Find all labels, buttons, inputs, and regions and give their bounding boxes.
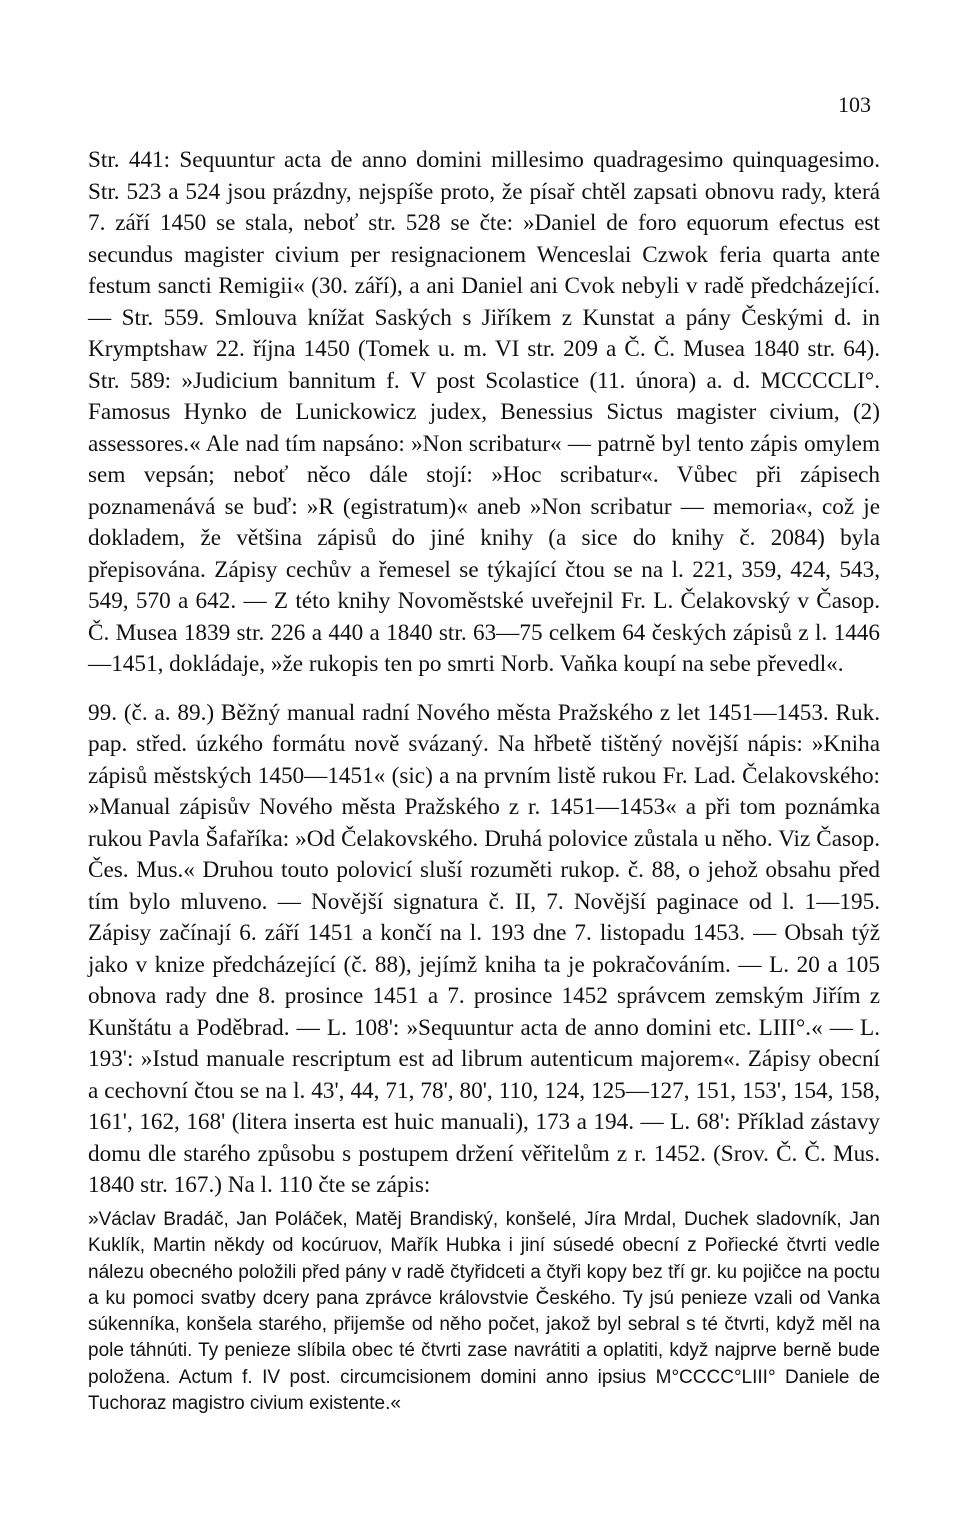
main-text [88, 145, 880, 1202]
paragraph-entry-99: 99. (č. a. 89.) Běžný manual radní Nového města Pražského z let 1451—1453. Ruk. pap. střed. úzkého formátu nově svázaný. Na hřbetě tištěný novější nápis: »Kniha zápisů městských 1450—1451« (sic) a na prvním listě rukou Fr. Lad. Čelakovského: »Manual zápisův Nového města Pražského z r. 1451—1453« a při tom poznámka rukou Pavla Šafaříka: »Od Čelakovského. Druhá polovice zůstala u něho. Viz Časop. Čes. Mus.« Druhou touto polovicí sluší rozuměti rukop. č. 88, o jehož obsahu před tím bylo mluveno. — Novější signatura č. II, 7. Novější paginace od l. 1—195. Zápisy začínají 6. září 1451 a končí na l. 193 dne 7. listopadu 1453. — Obsah týž jako v knize předcházející (č. 88), jejímž kniha ta je pokračováním. — L. 20 a 105 obnova rady dne 8. prosince 1451 a 7. prosince 1452 správcem zemským Jiřím z Kunštátu a Poděbrad. — L. 108': »Sequuntur acta de anno domini etc. LIII°.« — L. 193': »Istud manuale rescriptum est ad librum autenticum majorem«. Zápisy obecní a cechovní čtou se na l. 43', 44, 71, 78', 80', 110, 124, 125—127, 151, 153', 154, 158, 161', 162, 168' (litera inserta est huic manuali), 173 a 194. — L. 68': Příklad zástavy domu dle starého způsobu s postupem držení věřitelům z r. 1452. (Srov. Č. Č. Mus. 1840 str. 167.) Na l. 110 čte se zápis: [88, 699, 880, 1198]
quote-text: »Václav Bradáč, Jan Poláček, Matěj Brandiský, konšelé, Jíra Mrdal, Duchek sladovník, Jan Kuklík, Martin někdy od kocúruov, Mařík Hubka i jiní súsedé obecní z Pořiecké čtvrti vedle nálezu obecného položili před pány v radě čtyřidceti a čtyři kopy bez tří gr. ku pojičce na poctu a ku pomoci svatby dcery pana zprávce královstvie Českého. Ty jsú penieze vzali od Vanka súkenníka, konšela starého, přijemše od něho počet, jakož byl sebral s té čtvrti, když měl na pole táhnúti. Ty penieze slíbila obec té čtvrti zase navrátiti a oplatiti, když najprve berně bude položena. Actum f. IV post. circumcisionem domini anno ipsius M°CCCC°LIII° Daniele de Tuchoraz magistro civium existente.« [88, 1209, 880, 1415]
paragraph-str-441: Str. 441: Sequuntur acta de anno domini millesimo quadragesimo quinquagesimo. Str. 523 a 524 jsou prázdny, nejspíše proto, že písař chtěl zapsati obnovu rady, která 7. září 1450 se stala, neboť str. 528 se čte: »Daniel de foro equorum efectus est secundus magister civium per resignacionem Wenceslai Czwok feria quarta ante festum sancti Remigii« (30. září), a ani Daniel ani Cvok nebyli v radě předcházející. — Str. 559. Smlouva knížat Saských s Jiříkem z Kunstat a pány Českými d. in Krymptshaw 22. října 1450 (Tomek u. m. VI str. 209 a Č. Č. Musea 1840 str. 64). Str. 589: »Judicium bannitum f. V post Scolastice (11. února) a. d. MCCCCLI°. Famosus Hynko de Lunickowicz judex, Benessius Sictus magister civium, (2) assessores.« Ale nad tím napsáno: »Non scribatur« — patrně byl tento zápis omylem sem vepsán; neboť něco dále stojí: »Hoc scribatur«. Vůbec při zápisech poznamenává se buď: »R (egistratum)« aneb »Non scribatur — memoria«, což je dokladem, že většina zápisů do jiné knihy (a sice do knihy č. 2084) byla přepisována. Zápisy cechův a řemesel se týkající čtou se na l. 221, 359, 424, 543, 549, 570 a 642. — Z této knihy Novoměstské uveřejnil Fr. L. Čelakovský v Časop. Č. Musea 1839 str. 226 a 440 a 1840 str. 63—75 celkem 64 českých zápisů z l. 1446—1451, dokládaje, »že rukopis ten po smrti Norb. Vaňka koupí na sebe převedl«. [88, 147, 880, 677]
page-number: 103 [838, 92, 871, 117]
quoted-record [88, 1207, 880, 1417]
